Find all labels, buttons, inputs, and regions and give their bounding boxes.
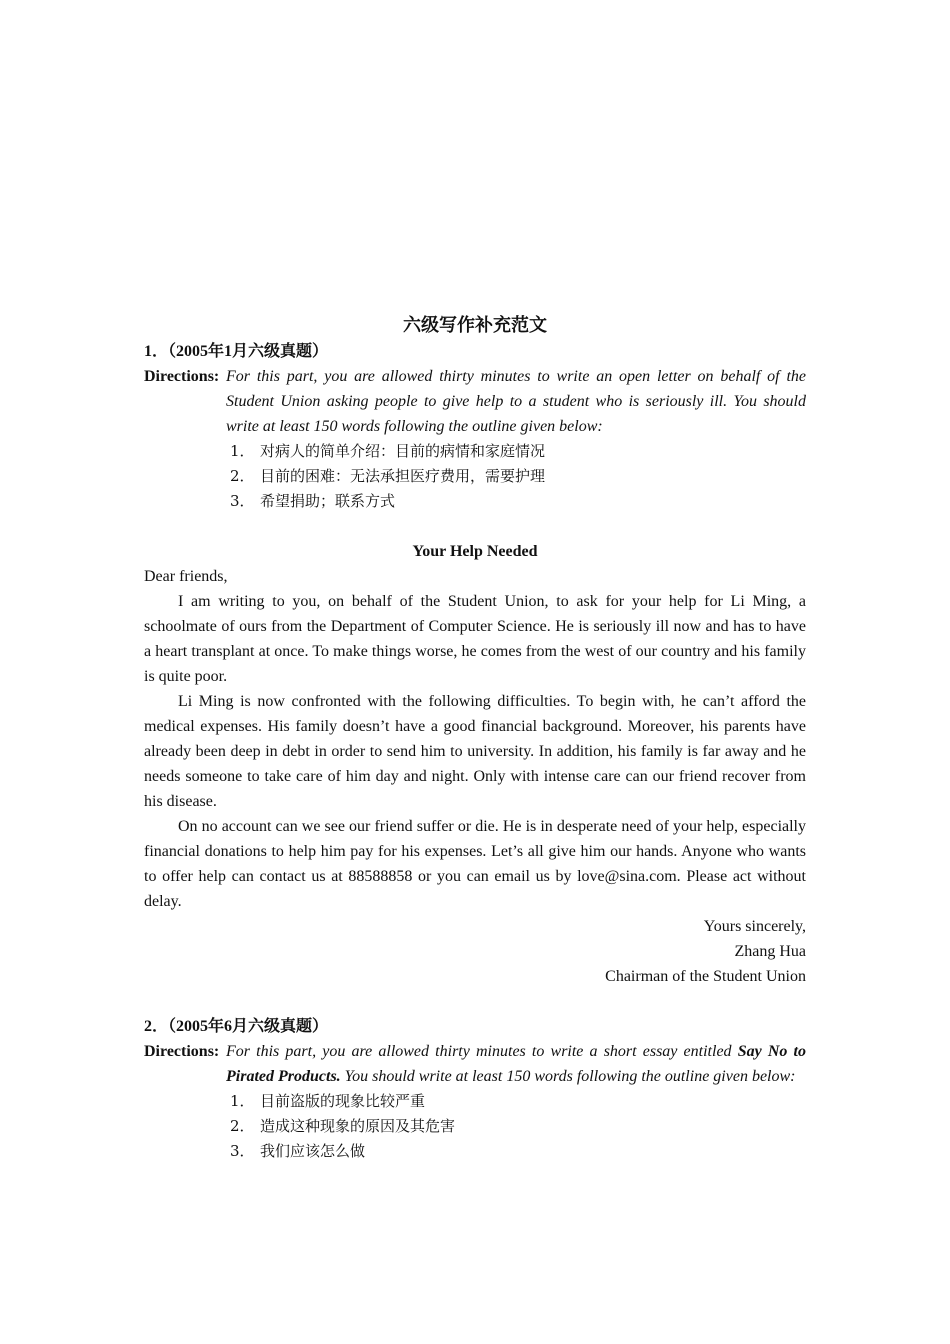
section-2-outline: [144, 1089, 806, 1164]
spacer: [144, 514, 806, 539]
outline-item: 1． 对病人的简单介绍：目前的病情和家庭情况: [230, 442, 546, 460]
directions-label: Directions:: [144, 368, 220, 385]
outline-item: 3． 希望捐助；联系方式: [230, 492, 396, 510]
signer-name: Zhang Hua: [734, 943, 806, 960]
essay-paragraph: On no account can we see our friend suffer or die. He is in desperate need of your help, especially financial donations to help him pay for his expenses. Let’s all give him our hands. Anyone who wants to offer help can contact us at 88588858 or you can email us by love@sina.com. Please act without delay.: [144, 818, 806, 910]
essay-topic: Say No to Pirated Products.: [226, 1043, 807, 1085]
section-2-heading: 2．（2005年6月六级真题）: [144, 1018, 329, 1035]
section-2-directions: [144, 1039, 806, 1089]
spacer: [144, 989, 806, 1014]
section-1-heading: 1．（2005年1月六级真题）: [144, 343, 329, 360]
section-1-directions: [144, 364, 806, 439]
section-1-outline: [144, 439, 806, 514]
outline-item: 1． 目前盗版的现象比较严重: [230, 1092, 426, 1110]
essay-title: Your Help Needed: [412, 543, 538, 560]
outline-item: 3． 我们应该怎么做: [230, 1142, 366, 1160]
essay-paragraph: I am writing to you, on behalf of the Student Union, to ask for your help for Li Ming, a schoolmate of ours from the Department of Computer Science. He is seriously ill now and has to have a heart transplant at once. To make things worse, he comes from the west of our country and his family is quite poor.: [144, 593, 806, 685]
document-title: 六级写作补充范文: [403, 315, 547, 336]
signer-title: Chairman of the Student Union: [605, 968, 806, 985]
essay-paragraph: Li Ming is now confronted with the following difficulties. To begin with, he can’t afford the medical expenses. His family doesn’t have a good financial background. Moreover, his parents have already been deep in debt in order to send him to university. In addition, his family is far away and he needs someone to take care of him day and night. Only with intense care can our friend recover from his disease.: [144, 693, 806, 810]
closing: Yours sincerely,: [703, 918, 806, 935]
directions-text: For this part, you are allowed thirty minutes to write a short essay entitled Say No to Pirated Products. You should write at least 150 words following the outline given below:: [226, 1043, 807, 1085]
outline-item: 2． 造成这种现象的原因及其危害: [230, 1117, 456, 1135]
directions-text: For this part, you are allowed thirty minutes to write an open letter on behalf of the Student Union asking people to give help to a student who is seriously ill. You should write at least 150 words following the outline given below:: [226, 368, 806, 435]
salutation: Dear friends,: [144, 568, 228, 585]
outline-item: 2． 目前的困难：无法承担医疗费用，需要护理: [230, 467, 546, 485]
directions-label: Directions:: [144, 1043, 220, 1060]
document-page: [144, 312, 806, 1164]
